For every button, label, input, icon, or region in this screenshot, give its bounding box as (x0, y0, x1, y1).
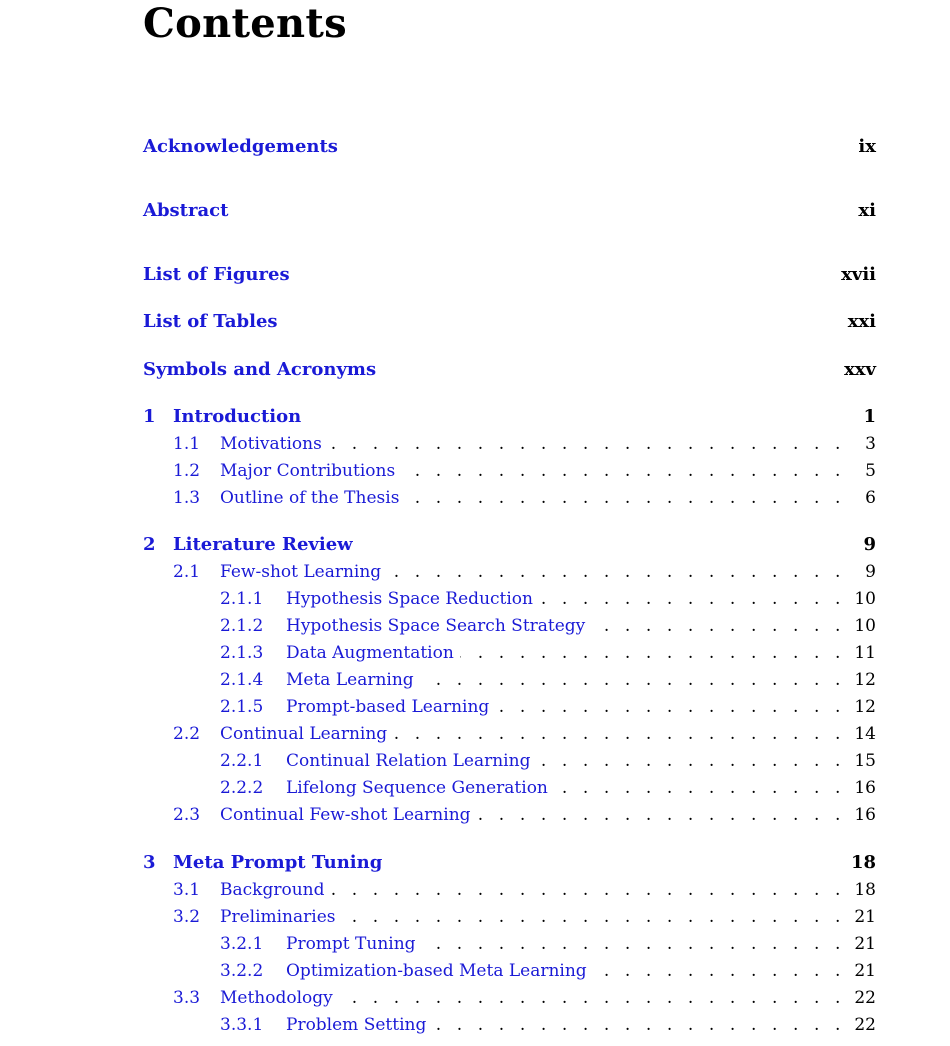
toc-entry[interactable] (143, 135, 876, 159)
dot-leader (387, 560, 842, 584)
toc-entry[interactable] (143, 905, 876, 929)
toc-entry[interactable] (143, 533, 876, 557)
toc-entry[interactable] (143, 695, 876, 719)
toc-entry-title[interactable]: Problem Setting (286, 1015, 427, 1035)
toc-entry-number[interactable]: 3 (143, 852, 156, 873)
toc-entry-page-number: 10 (854, 616, 876, 636)
toc-entry-page-number: xxv (844, 359, 876, 380)
dot-leader (422, 932, 842, 956)
toc-entry-page-number: 21 (854, 934, 876, 954)
dot-leader (393, 722, 842, 746)
toc-entry-page-number: 16 (854, 805, 876, 825)
toc-entry-page-number: 15 (854, 751, 876, 771)
dot-leader (420, 668, 842, 692)
toc-entry-number[interactable]: 1.3 (173, 488, 201, 508)
toc-entry[interactable] (143, 310, 876, 334)
toc-entry[interactable] (143, 1013, 876, 1037)
page-title: Contents (143, 0, 348, 47)
toc-entry-number[interactable]: 2.1.5 (220, 697, 264, 717)
toc-entry-title[interactable]: Meta Learning (286, 670, 414, 690)
toc-entry-title[interactable]: List of Figures (143, 264, 290, 285)
toc-entry[interactable] (143, 878, 876, 902)
toc-entry-page-number: 12 (854, 697, 876, 717)
toc-entry-title[interactable]: Lifelong Sequence Generation (286, 778, 548, 798)
toc-entry[interactable] (143, 560, 876, 584)
toc-entry[interactable] (143, 932, 876, 956)
toc-entry[interactable] (143, 749, 876, 773)
toc-entry-title[interactable]: Major Contributions (220, 461, 396, 481)
toc-entry-page-number: 9 (863, 534, 876, 555)
toc-entry[interactable] (143, 722, 876, 746)
toc-entry[interactable] (143, 263, 876, 287)
toc-entry-number[interactable]: 2.2 (173, 724, 201, 744)
dot-leader (405, 486, 842, 510)
dot-leader (477, 803, 842, 827)
dot-leader (330, 878, 842, 902)
dot-leader (495, 695, 842, 719)
toc-entry-number[interactable]: 2.2.2 (220, 778, 264, 798)
toc-entry-title[interactable]: Prompt Tuning (286, 934, 416, 954)
toc-entry-number[interactable]: 3.2 (173, 907, 201, 927)
toc-entry[interactable] (143, 587, 876, 611)
toc-entry-page-number: 3 (865, 434, 876, 454)
toc-entry-page-number: 12 (854, 670, 876, 690)
toc-entry-page-number: 18 (850, 852, 876, 873)
toc-entry[interactable] (143, 432, 876, 456)
toc-entry-number[interactable]: 2 (143, 534, 156, 555)
toc-entry-page-number: xi (858, 200, 876, 221)
toc-entry[interactable] (143, 776, 876, 800)
toc-entry[interactable] (143, 358, 876, 382)
toc-entry-title[interactable]: Hypothesis Space Reduction (286, 589, 533, 609)
toc-entry-title[interactable]: Literature Review (173, 534, 353, 555)
dot-leader (593, 959, 842, 983)
toc-entry-page-number: 22 (854, 1015, 876, 1035)
toc-entry-title[interactable]: Acknowledgements (143, 136, 338, 157)
toc-entry-number[interactable]: 3.2.1 (220, 934, 264, 954)
toc-entry-page-number: 16 (854, 778, 876, 798)
toc-entry-number[interactable]: 2.3 (173, 805, 201, 825)
toc-entry-page-number: xvii (841, 264, 876, 285)
toc-entry-title[interactable]: Data Augmentation (286, 643, 454, 663)
toc-entry[interactable] (143, 641, 876, 665)
dot-leader (536, 749, 842, 773)
toc-entry-title[interactable]: Methodology (220, 988, 333, 1008)
toc-entry[interactable] (143, 803, 876, 827)
toc-entry-page-number: ix (858, 136, 876, 157)
dot-leader (328, 432, 842, 456)
toc-entry-number[interactable]: 3.2.2 (220, 961, 264, 981)
toc-entry-title[interactable]: Continual Relation Learning (286, 751, 531, 771)
toc-entry-number[interactable]: 2.2.1 (220, 751, 264, 771)
toc-entry-number[interactable]: 2.1.4 (220, 670, 264, 690)
toc-entry-page-number: xxi (847, 311, 876, 332)
toc-entry-number[interactable]: 3.3.1 (220, 1015, 264, 1035)
toc-entry-number[interactable]: 1.2 (173, 461, 201, 481)
toc-entry-title[interactable]: Introduction (173, 406, 302, 427)
toc-entry[interactable] (143, 486, 876, 510)
toc-entry-page-number: 1 (863, 406, 876, 427)
toc-entry-title[interactable]: Motivations (220, 434, 322, 454)
toc-entry-page-number: 18 (854, 880, 876, 900)
toc-entry-number[interactable]: 1.1 (173, 434, 201, 454)
toc-entry[interactable] (143, 199, 876, 223)
toc-entry[interactable] (143, 668, 876, 692)
toc-entry-number[interactable]: 1 (143, 406, 156, 427)
dot-leader (460, 641, 842, 665)
toc-entry-title[interactable]: Meta Prompt Tuning (173, 852, 383, 873)
toc-entry-page-number: 21 (854, 907, 876, 927)
dot-leader (539, 587, 842, 611)
toc-entry-number[interactable]: 2.1 (173, 562, 201, 582)
toc-entry[interactable] (143, 405, 876, 429)
dot-leader (339, 986, 842, 1010)
dot-leader (432, 1013, 842, 1037)
toc-entry-title[interactable]: Outline of the Thesis (220, 488, 400, 508)
toc-entry-title[interactable]: Hypothesis Space Search Strategy (286, 616, 586, 636)
toc-entry-title[interactable]: Prompt-based Learning (286, 697, 490, 717)
toc-entry-page-number: 21 (854, 961, 876, 981)
toc-entry-number[interactable]: 2.1.1 (220, 589, 264, 609)
toc-entry-page-number: 6 (865, 488, 876, 508)
toc-entry-page-number: 14 (854, 724, 876, 744)
toc-entry-title[interactable]: Optimization-based Meta Learning (286, 961, 587, 981)
toc-entry-page-number: 11 (854, 643, 876, 663)
toc-entry[interactable] (143, 459, 876, 483)
toc-entry-title[interactable]: Continual Few-shot Learning (220, 805, 471, 825)
toc-entry-page-number: 22 (854, 988, 876, 1008)
toc-entry-title[interactable]: Symbols and Acronyms (143, 359, 377, 380)
toc-entry-number[interactable]: 3.3 (173, 988, 201, 1008)
toc-entry-page-number: 9 (865, 562, 876, 582)
dot-leader (591, 614, 842, 638)
toc-entry-title[interactable]: Preliminaries (220, 907, 336, 927)
toc-entry[interactable] (143, 614, 876, 638)
toc-entry-page-number: 5 (865, 461, 876, 481)
toc-entry[interactable] (143, 986, 876, 1010)
toc-entry-title[interactable]: Continual Learning (220, 724, 388, 744)
toc-entry[interactable] (143, 959, 876, 983)
toc-entry-title[interactable]: List of Tables (143, 311, 278, 332)
toc-entry-page-number: 10 (854, 589, 876, 609)
dot-leader (401, 459, 842, 483)
toc-entry-title[interactable]: Few-shot Learning (220, 562, 382, 582)
toc-entry[interactable] (143, 851, 876, 875)
toc-entry-number[interactable]: 3.1 (173, 880, 201, 900)
toc-entry-number[interactable]: 2.1.3 (220, 643, 264, 663)
dot-leader (554, 776, 842, 800)
toc-entry-title[interactable]: Abstract (143, 200, 229, 221)
dot-leader (342, 905, 843, 929)
toc-entry-number[interactable]: 2.1.2 (220, 616, 264, 636)
toc-entry-title[interactable]: Background (220, 880, 325, 900)
